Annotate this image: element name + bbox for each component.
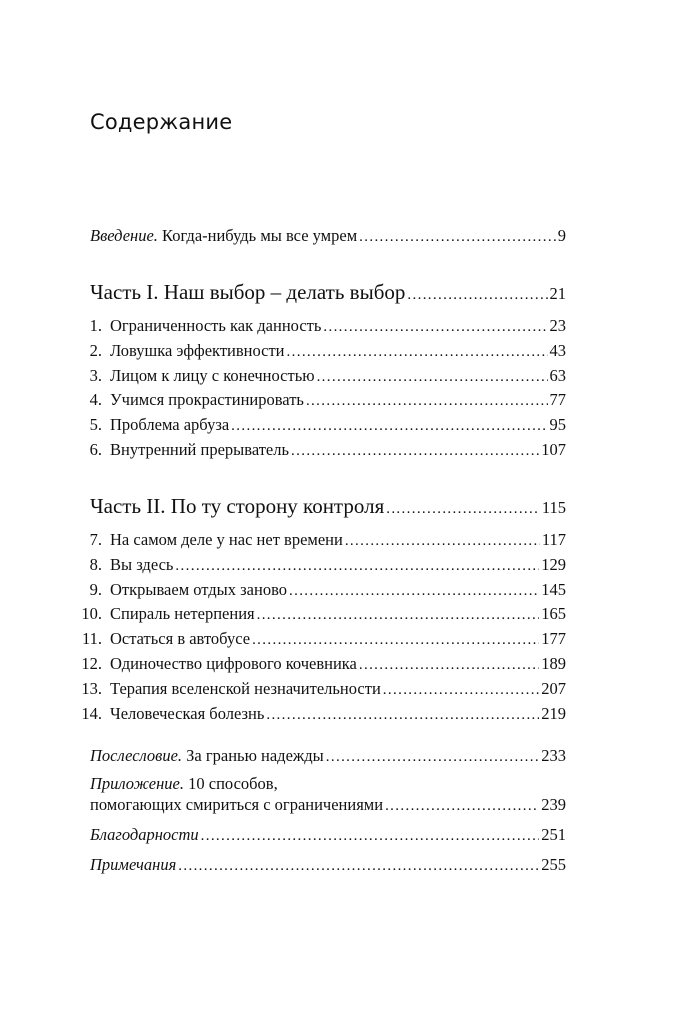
- toc-chapter-entry[interactable]: [78, 390, 566, 411]
- toc-entry-part-2[interactable]: [90, 493, 566, 522]
- toc-chapter-entry[interactable]: [78, 679, 566, 700]
- page-number: 107: [541, 440, 566, 459]
- dot-leader: [231, 416, 547, 436]
- page-number: 77: [549, 390, 566, 410]
- entry-prefix: Приложение.: [90, 774, 184, 793]
- dot-leader: [289, 581, 539, 601]
- toc-chapter-entry[interactable]: [78, 366, 566, 387]
- entry-prefix: Послесловие.: [90, 746, 183, 765]
- dot-leader: [359, 227, 556, 247]
- dot-leader: [345, 531, 540, 551]
- chapter-number: 8.: [89, 554, 102, 574]
- toc-entry-intro[interactable]: [90, 226, 566, 247]
- toc-chapter-entry[interactable]: [78, 629, 566, 650]
- dot-leader: [317, 367, 548, 387]
- chapter-title: Ограниченность как данность: [110, 316, 322, 335]
- toc-entry-acknowledgements[interactable]: [90, 825, 566, 846]
- toc-chapter-entry[interactable]: [78, 341, 566, 362]
- part-title: Часть I. Наш выбор – делать выбор: [90, 280, 406, 304]
- page-number: 95: [549, 415, 566, 435]
- chapter-title: Вы здесь: [110, 554, 174, 574]
- chapter-title: На самом деле у нас нет времени: [110, 530, 343, 549]
- entry-title: Когда-нибудь мы все умрем: [162, 226, 358, 245]
- chapter-number: 9.: [89, 579, 102, 599]
- chapter-title: Человеческая болезнь: [110, 703, 265, 723]
- dot-leader: [385, 796, 539, 816]
- entry-title-line2: помогающих смириться с ограничениями: [90, 795, 384, 814]
- dot-leader: [178, 856, 539, 876]
- chapter-number: 11.: [81, 629, 102, 649]
- toc-entry-afterword[interactable]: [90, 746, 566, 767]
- page-number: 43: [549, 340, 566, 360]
- chapter-number: 14.: [81, 703, 102, 723]
- page-number: 239: [541, 795, 566, 814]
- entry-prefix: Введение.: [90, 226, 158, 245]
- chapter-title: Одиночество цифрового кочевника: [110, 654, 357, 673]
- dot-leader: [326, 747, 539, 767]
- page-number: 233: [541, 746, 566, 765]
- page-number: 255: [541, 855, 566, 874]
- toc-entry-part-1[interactable]: [90, 279, 566, 308]
- entry-title: Благодарности: [90, 825, 199, 844]
- chapter-title: Терапия вселенской незначительности: [110, 678, 381, 698]
- page-number: 251: [541, 825, 566, 844]
- page-number: 117: [541, 530, 566, 549]
- chapter-title: Остаться в автобусе: [110, 629, 251, 649]
- page-number: 177: [541, 629, 566, 649]
- page-number: 129: [541, 554, 566, 574]
- toc-entry-appendix-line1[interactable]: [90, 774, 278, 794]
- chapter-number: 1.: [89, 316, 102, 335]
- dot-leader: [407, 282, 547, 308]
- toc-chapter-entry[interactable]: [78, 440, 566, 461]
- entry-title-line1: 10 способов,: [188, 774, 278, 793]
- chapter-title: Лицом к лицу с конечностью: [110, 365, 315, 385]
- dot-leader: [386, 496, 540, 522]
- dot-leader: [383, 680, 539, 700]
- toc-chapter-entry[interactable]: [78, 704, 566, 725]
- chapter-title: Внутренний прерыватель: [110, 440, 290, 459]
- chapter-number: 6.: [89, 440, 102, 459]
- chapter-number: 7.: [89, 530, 102, 549]
- entry-title: За гранью надежды: [186, 746, 324, 765]
- chapter-number: 3.: [89, 365, 102, 385]
- page-title: Содержание: [90, 110, 233, 134]
- dot-leader: [306, 391, 548, 411]
- toc-chapter-entry[interactable]: [78, 530, 566, 551]
- dot-leader: [287, 342, 548, 362]
- page-number: 207: [541, 678, 566, 698]
- chapter-title: Спираль нетерпения: [110, 604, 255, 624]
- dot-leader: [252, 630, 539, 650]
- page-number: 219: [541, 703, 566, 723]
- toc-chapter-entry[interactable]: [78, 580, 566, 601]
- page-number: 115: [541, 498, 566, 517]
- page-number: 165: [541, 604, 566, 624]
- page-number: 23: [549, 316, 566, 335]
- chapter-title: Ловушка эффективности: [110, 340, 285, 360]
- page-number: 9: [557, 226, 566, 245]
- entry-title: Примечания: [90, 855, 177, 874]
- chapter-number: 13.: [81, 678, 102, 698]
- toc-entry-appendix[interactable]: [90, 795, 566, 816]
- chapter-number: 10.: [81, 604, 102, 624]
- dot-leader: [201, 826, 540, 846]
- chapter-title: Открываем отдых заново: [110, 579, 287, 599]
- chapter-title: Учимся прокрастинировать: [110, 390, 304, 410]
- toc-entry-notes[interactable]: [90, 855, 566, 876]
- toc-chapter-entry[interactable]: [78, 415, 566, 436]
- toc-chapter-entry[interactable]: [78, 316, 566, 337]
- page-number: 189: [541, 654, 566, 673]
- page-number: 21: [549, 284, 566, 303]
- chapter-number: 5.: [89, 415, 102, 435]
- dot-leader: [175, 556, 539, 576]
- page-number: 145: [541, 579, 566, 599]
- chapter-number: 4.: [89, 390, 102, 410]
- dot-leader: [291, 441, 539, 461]
- chapter-number: 12.: [81, 654, 102, 673]
- dot-leader: [266, 705, 539, 725]
- chapter-number: 2.: [89, 340, 102, 360]
- part-title: Часть II. По ту сторону контроля: [90, 494, 385, 518]
- toc-chapter-entry[interactable]: [78, 604, 566, 625]
- chapter-title: Проблема арбуза: [110, 415, 230, 435]
- toc-chapter-entry[interactable]: [78, 654, 566, 675]
- dot-leader: [323, 317, 547, 337]
- page-number: 63: [549, 365, 566, 385]
- dot-leader: [257, 605, 540, 625]
- toc-chapter-entry[interactable]: [78, 555, 566, 576]
- dot-leader: [359, 655, 539, 675]
